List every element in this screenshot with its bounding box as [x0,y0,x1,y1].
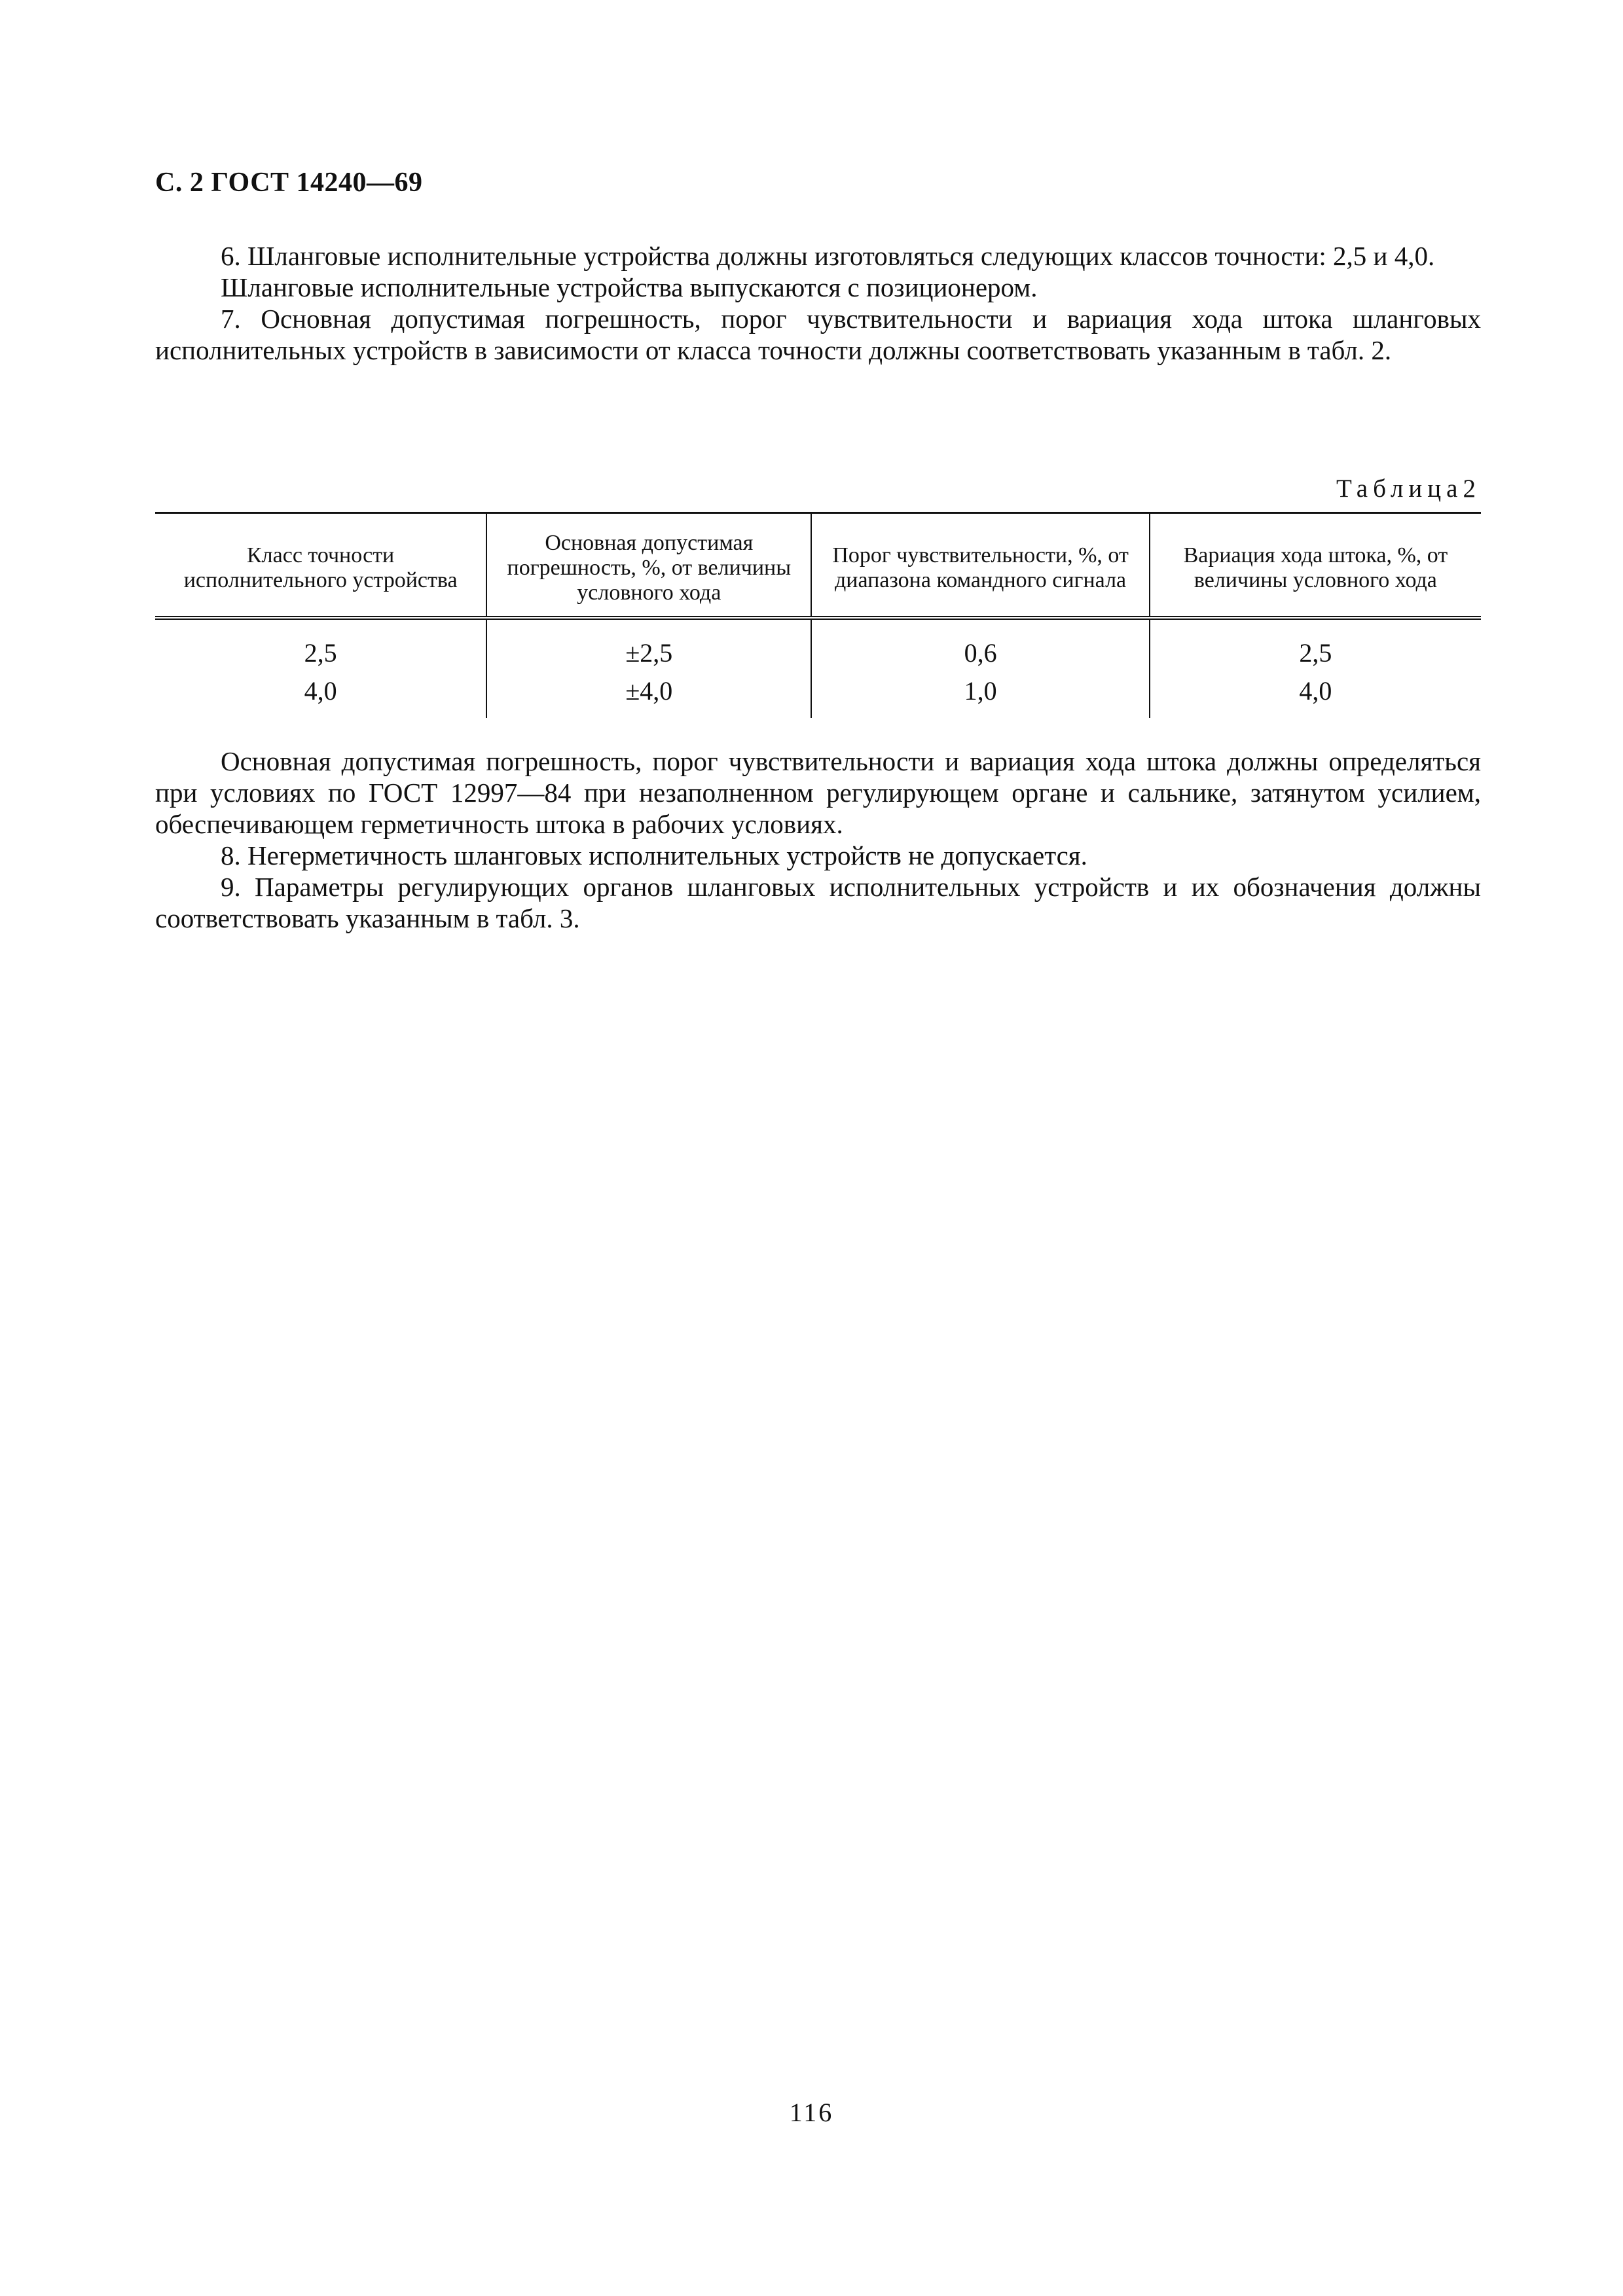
cell-permissible-error: ±4,0 [486,672,811,718]
page-number: 116 [789,2098,834,2127]
header-sensitivity-threshold: Порог чувствительности, %, от диапазона командного сигнала [811,513,1149,619]
table-header-row [155,513,1481,619]
header-stroke-variation: Вариация хода штока, %, от величины условного хода [1150,513,1481,619]
header-permissible-error: Основная допустимая погрешность, %, от величины условного хода [486,513,811,619]
cell-accuracy-class: 4,0 [304,676,337,706]
paragraph-7: 7. Основная допустимая погрешность, порог чувствительности и вариация хода штока шланговых исполнительных устройств в зависимости от класса точности должны соответствовать указанным в табл. 2. [155,304,1481,365]
cell-permissible-error: ±2,5 [486,618,811,672]
cell-accuracy-class: 2,5 [304,638,337,668]
paragraph-9: 9. Параметры регулирующих органов шланговых исполнительных устройств и их обозначения должны соответствовать указанным в табл. 3. [155,872,1481,933]
paragraph-positioner: Шланговые исполнительные устройства выпускаются с позиционером. [221,272,1038,302]
text-block-bottom [155,745,1481,934]
cell-stroke-variation: 2,5 [1150,618,1481,672]
paragraph-6: 6. Шланговые исполнительные устройства должны изготовляться следующих классов точности: 2,5 и 4,0. [221,241,1435,271]
table-row [155,672,1481,718]
header-accuracy-class: Класс точности исполнительного устройства [155,513,486,619]
page-header: С. 2 ГОСТ 14240—69 [155,168,423,198]
table-caption: Таблица2 [1336,475,1481,503]
cell-sensitivity-threshold: 1,0 [811,672,1149,718]
text-block-top [155,240,1481,366]
cell-sensitivity-threshold: 0,6 [811,618,1149,672]
table-2 [155,512,1481,718]
table-row [155,618,1481,672]
spec-table [155,512,1481,718]
paragraph-8: 8. Негерметичность шланговых исполнительных устройств не допускается. [221,840,1087,870]
paragraph-conditions: Основная допустимая погрешность, порог чувствительности и вариация хода штока должны определяться при условиях по ГОСТ 12997—84 при незаполненном регулирующем органе и сальнике, затянутом усилием, обеспечивающем герметичность штока в рабочих условиях. [155,746,1481,839]
cell-stroke-variation: 4,0 [1150,672,1481,718]
